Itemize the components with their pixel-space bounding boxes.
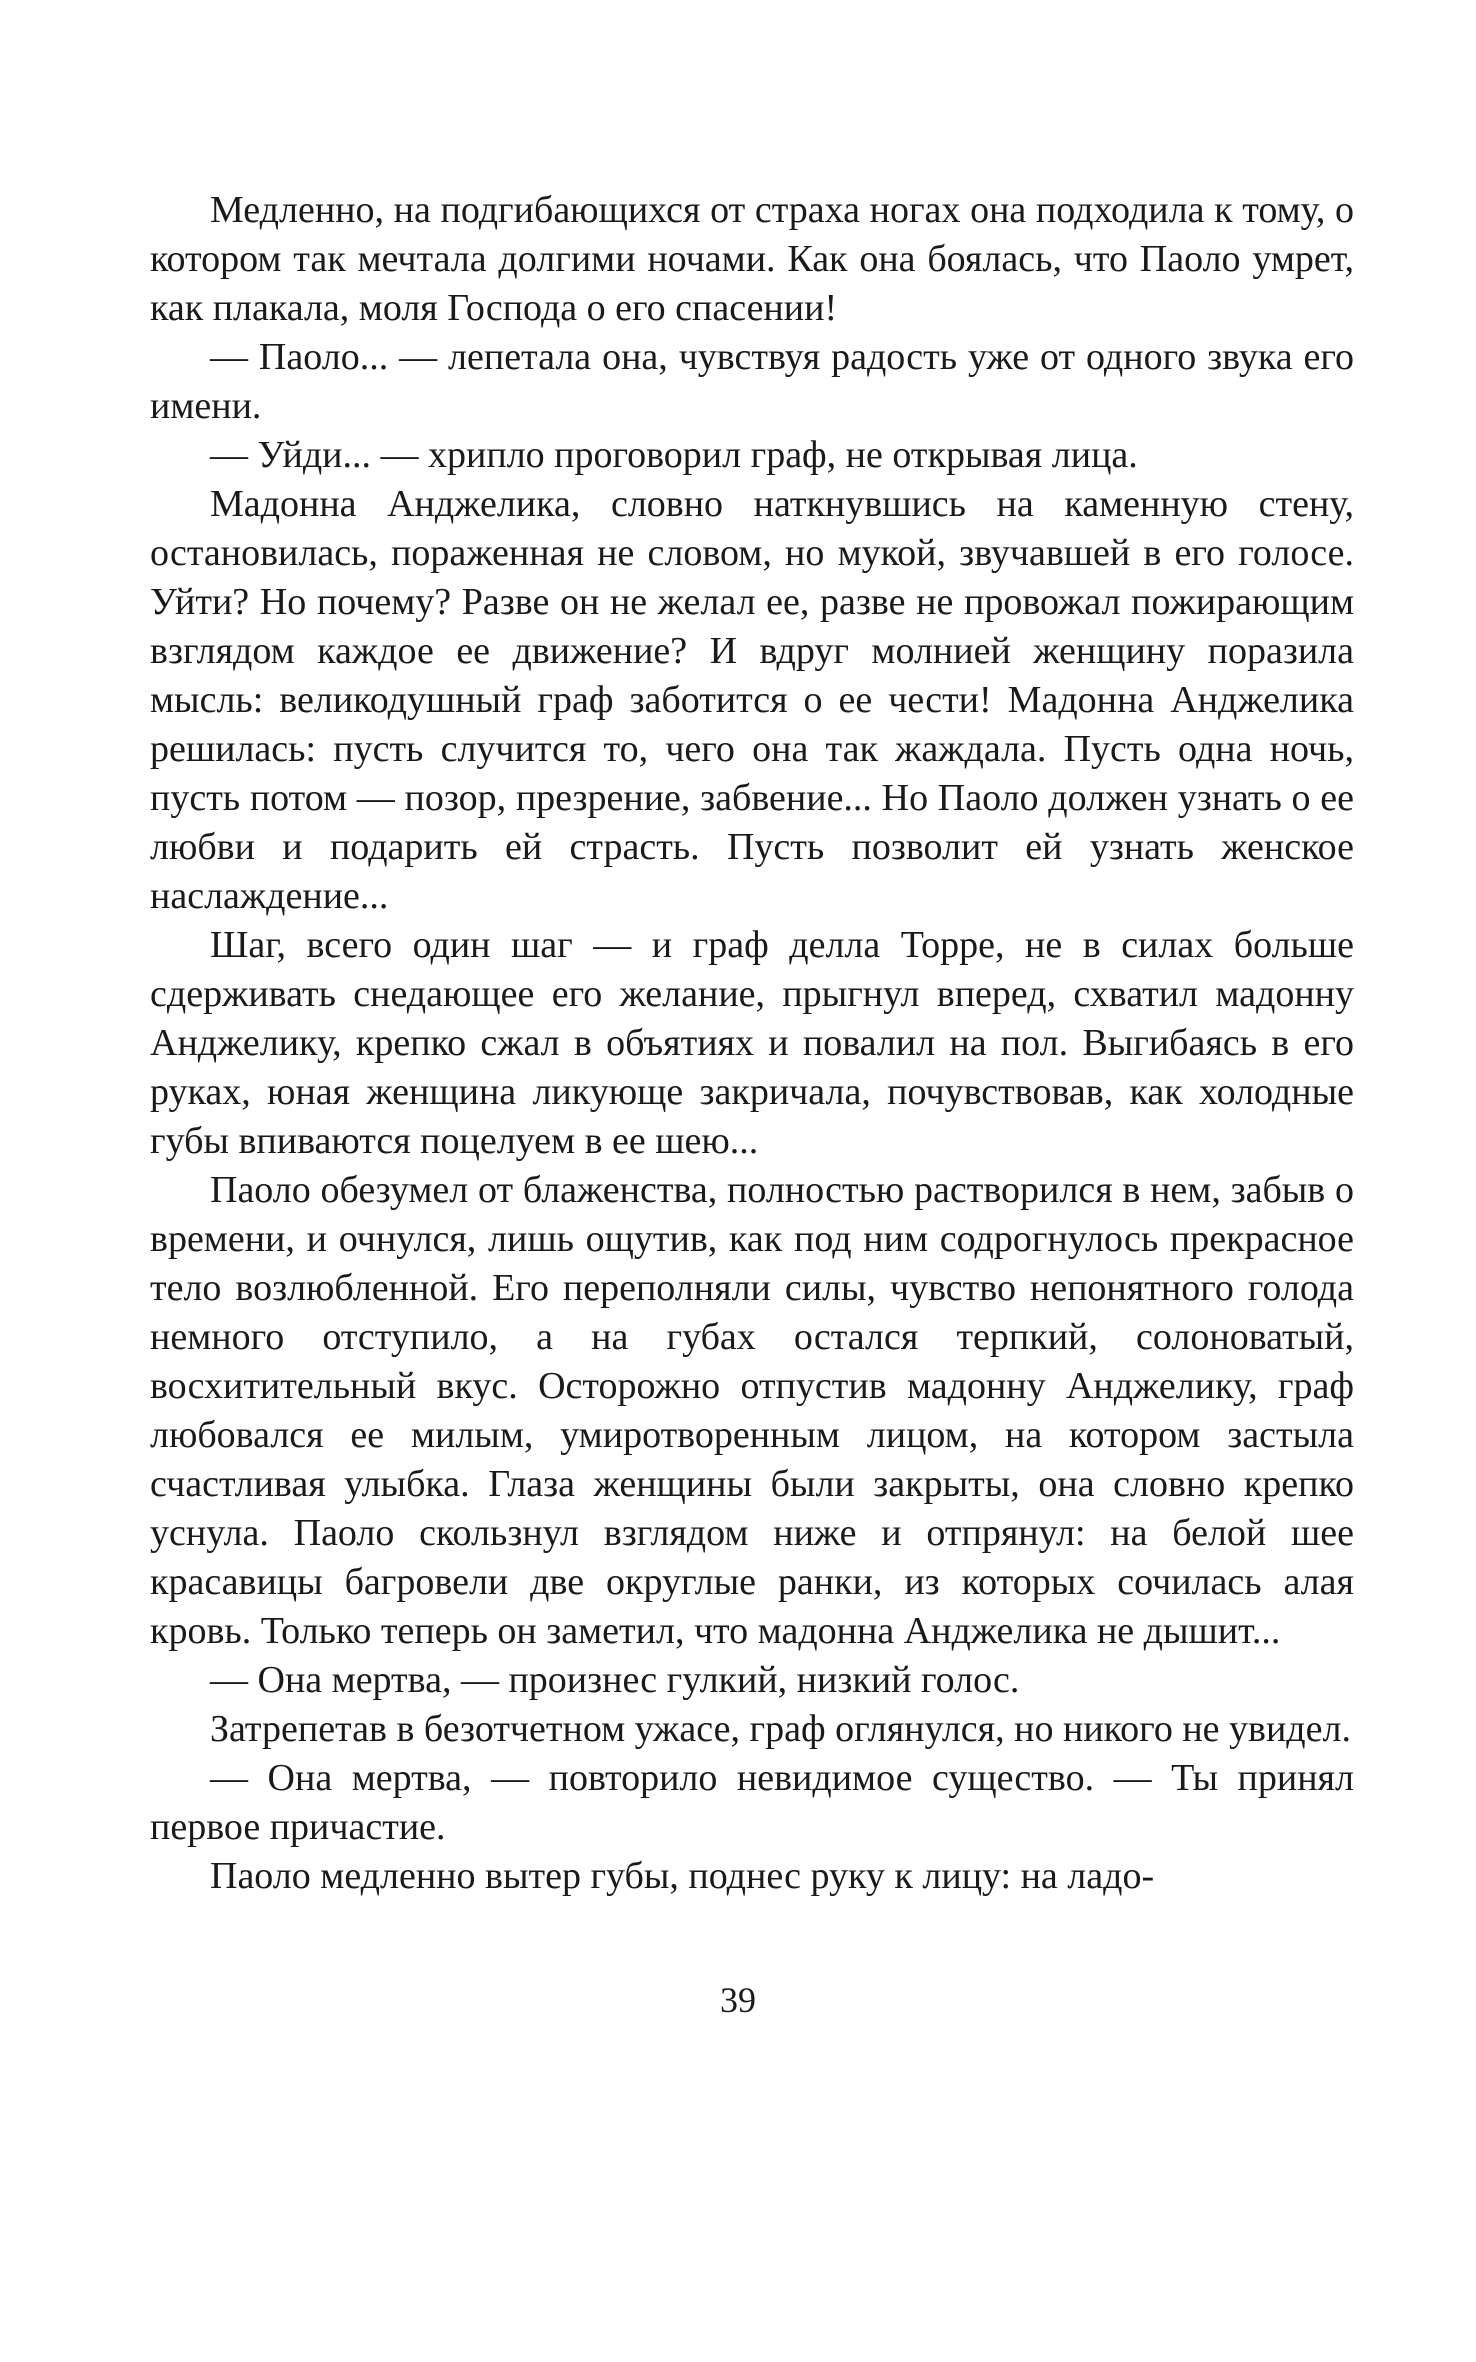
paragraph: Паоло обезумел от блаженства, полностью растворился в нем, забыв о времени, и очнулся, лишь ощутив, как под ним содрогнулось прекрасное тело возлюбленной. Его переполняли силы, чувство непонятного голода немного отступило, а на губах остался терпкий, солоноватый, восхитительный вкус. Осторожно отпустив мадонну Анджелику, граф любовался ее милым, умиротворенным лицом, на котором застыла счастливая улыбка. Глаза женщины были закрыты, она словно крепко уснула. Паоло скользнул взглядом ниже и отпрянул: на белой шее красавицы багровели две округлые ранки, из которых сочилась алая кровь. Только теперь он заметил, что мадонна Анджелика не дышит...: [150, 1169, 1354, 1652]
paragraph: Шаг, всего один шаг — и граф делла Торре, не в силах больше сдерживать снедающее его желание, прыгнул вперед, схватил мадонну Анджелику, крепко сжал в объятиях и повалил на пол. Выгибаясь в его руках, юная женщина ликующе закричала, почувствовав, как холодные губы впиваются поцелуем в ее шею...: [150, 924, 1354, 1162]
paragraph: — Она мертва, — произнес гулкий, низкий голос.: [210, 1659, 1020, 1701]
paragraph: Мадонна Анджелика, словно наткнувшись на каменную стену, остановилась, пораженная не словом, но мукой, звучавшей в его голосе. Уйти? Но почему? Разве он не желал ее, разве не провожал пожирающим взглядом каждое ее движение? И вдруг молнией женщину поразила мысль: великодушный граф заботится о ее чести! Мадонна Анджелика решилась: пусть случится то, чего она так жаждала. Пусть одна ночь, пусть потом — позор, презрение, забвение... Но Паоло должен узнать о ее любви и подарить ей страсть. Пусть позволит ей узнать женское наслаждение...: [150, 483, 1354, 917]
paragraph: Паоло медленно вытер губы, поднес руку к лицу: на ладо-: [210, 1855, 1155, 1897]
page-body: [150, 186, 1354, 1901]
paragraph: — Уйди... — хрипло проговорил граф, не открывая лица.: [210, 434, 1138, 476]
paragraph: Медленно, на подгибающихся от страха ногах она подходила к тому, о котором так мечтала долгими ночами. Как она боялась, что Паоло умрет, как плакала, моля Господа о его спасении!: [150, 189, 1354, 329]
paragraph: — Паоло... — лепетала она, чувствуя радость уже от одного звука его имени.: [150, 336, 1354, 427]
page-number: 39: [720, 1980, 756, 2020]
paragraph: — Она мертва, — повторило невидимое существо. — Ты принял первое причастие.: [150, 1757, 1354, 1848]
paragraph: Затрепетав в безотчетном ужасе, граф оглянулся, но никого не увидел.: [210, 1708, 1351, 1750]
